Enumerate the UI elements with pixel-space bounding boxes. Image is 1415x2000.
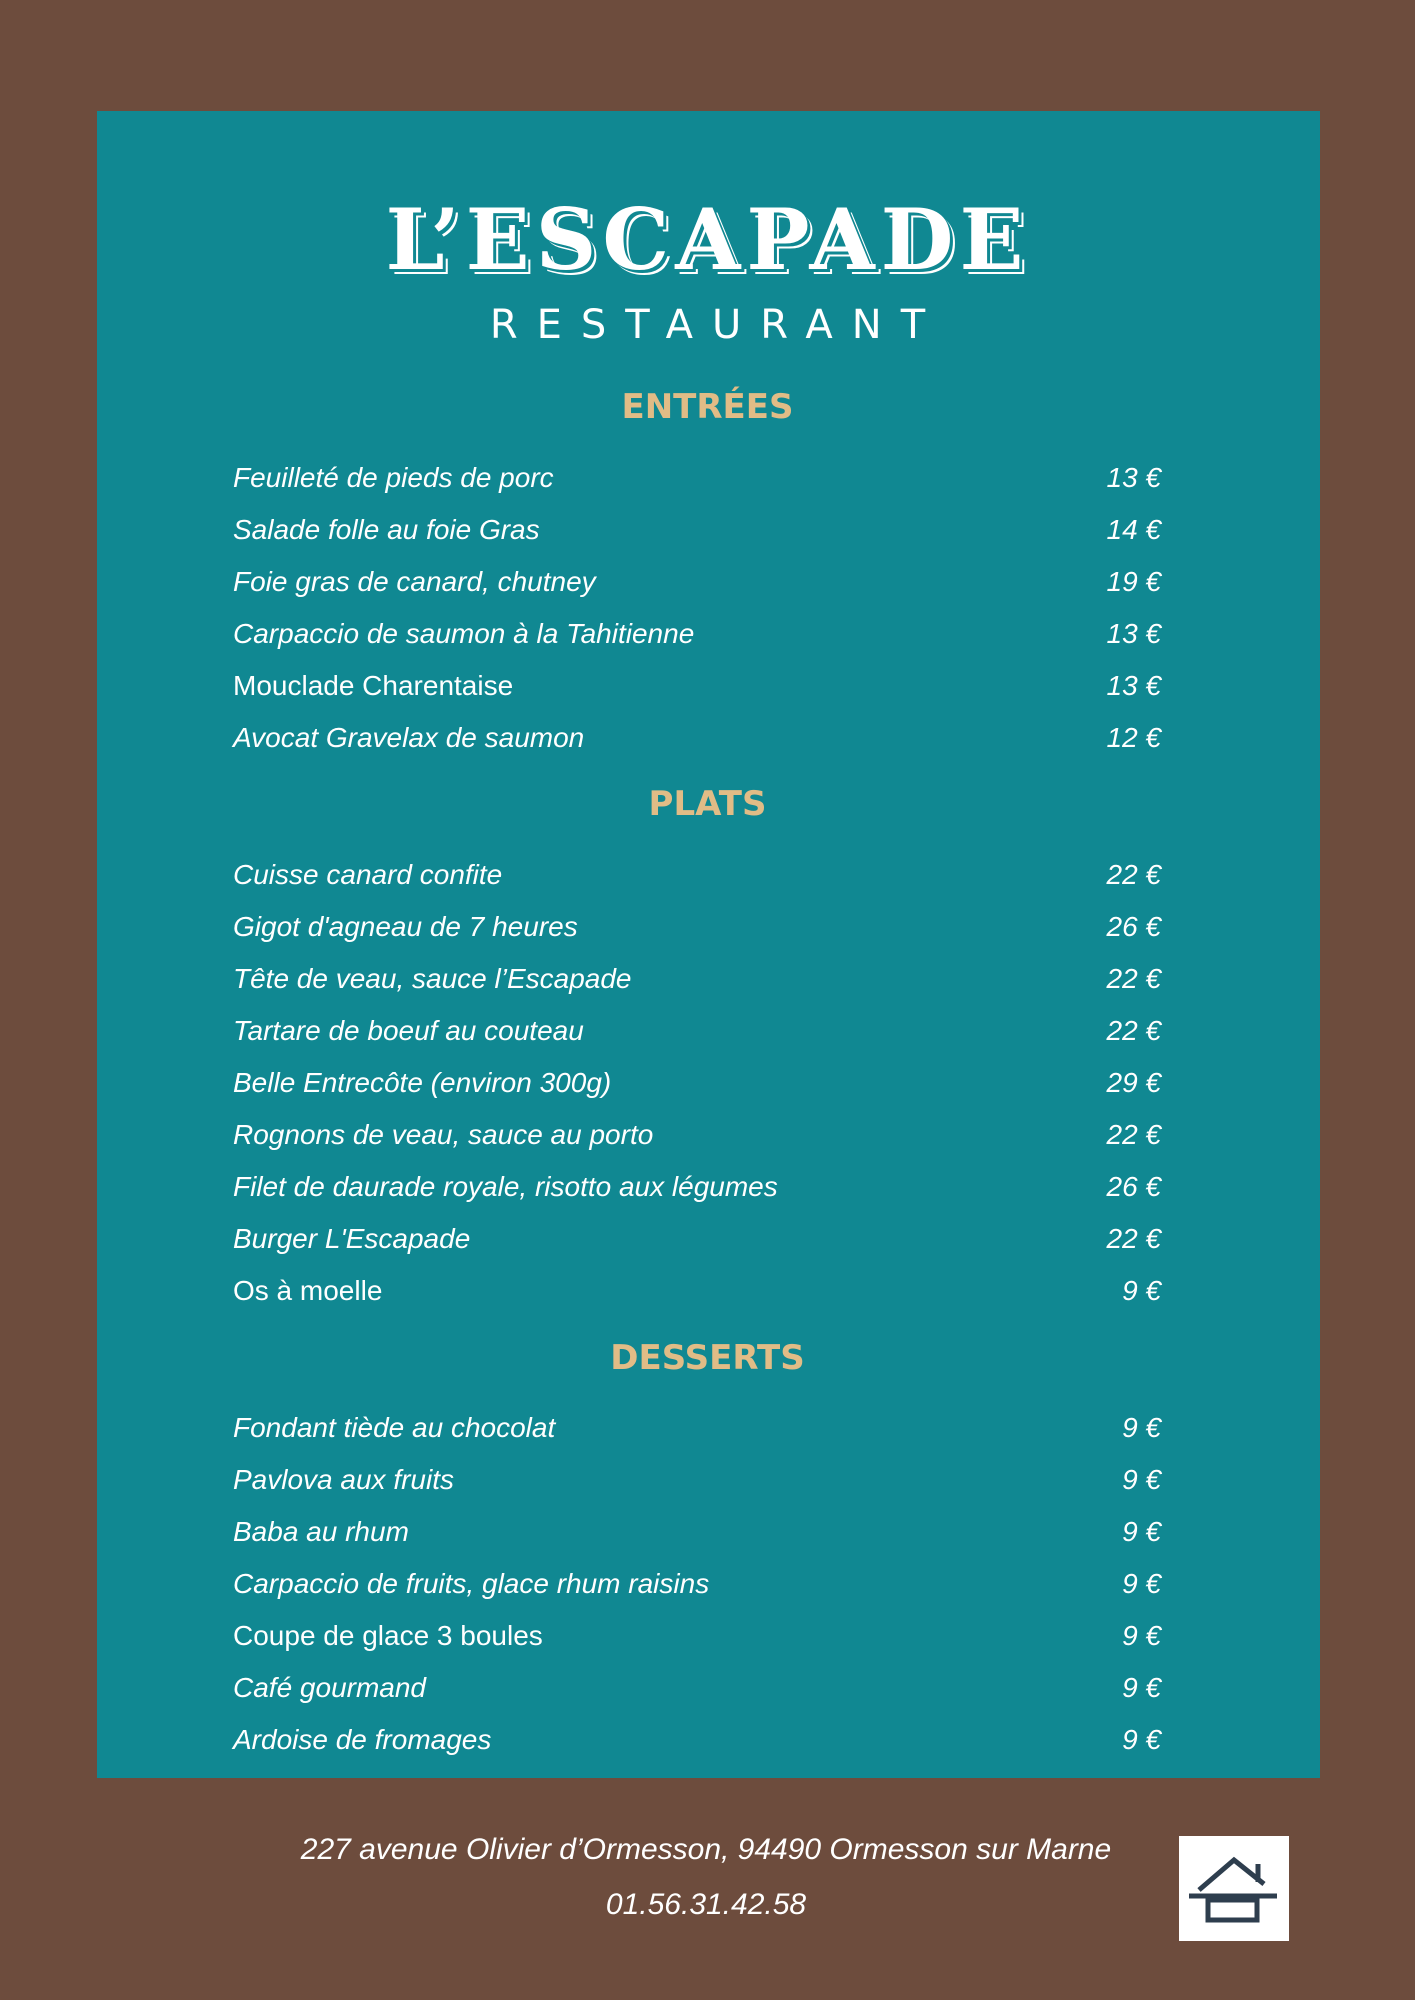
item-price: 13 € bbox=[1106, 670, 1161, 701]
section-title-desserts: DESSERTS bbox=[610, 1338, 805, 1378]
list-item bbox=[233, 953, 1161, 1005]
item-name: Rognons de veau, sauce au porto bbox=[233, 1119, 654, 1150]
item-price: 12 € bbox=[1106, 722, 1161, 753]
item-name: Feuilleté de pieds de porc bbox=[233, 462, 554, 493]
section-title-plats: PLATS bbox=[648, 784, 767, 824]
item-price: 13 € bbox=[1106, 618, 1161, 649]
list-item bbox=[233, 1454, 1161, 1506]
list-item bbox=[233, 1109, 1161, 1161]
list-item bbox=[233, 1057, 1161, 1109]
item-price: 26 € bbox=[1106, 1171, 1161, 1202]
item-name: Filet de daurade royale, risotto aux légumes bbox=[233, 1171, 778, 1202]
item-name: Foie gras de canard, chutney bbox=[233, 566, 596, 597]
section-title-entrees: ENTRÉES bbox=[621, 387, 794, 427]
list-item bbox=[233, 660, 1161, 712]
entrees-list bbox=[233, 452, 1161, 764]
item-name: Fondant tiède au chocolat bbox=[233, 1412, 556, 1443]
list-item bbox=[233, 901, 1161, 953]
item-name: Avocat Gravelax de saumon bbox=[233, 722, 585, 753]
list-item bbox=[233, 556, 1161, 608]
list-item bbox=[233, 849, 1161, 901]
footer-address: 227 avenue Olivier d’Ormesson, 94490 Ormesson sur Marne bbox=[300, 1833, 1112, 1866]
item-price: 9 € bbox=[1122, 1620, 1161, 1651]
item-price: 9 € bbox=[1122, 1275, 1161, 1306]
item-name: Salade folle au foie Gras bbox=[233, 514, 540, 545]
list-item bbox=[233, 1213, 1161, 1265]
list-item bbox=[233, 1161, 1161, 1213]
item-price: 19 € bbox=[1106, 566, 1161, 597]
item-name: Os à moelle bbox=[233, 1275, 383, 1306]
item-price: 22 € bbox=[1106, 963, 1161, 994]
list-item bbox=[233, 1662, 1161, 1714]
item-name: Baba au rhum bbox=[233, 1516, 409, 1547]
item-price: 26 € bbox=[1106, 911, 1161, 942]
restaurant-logo bbox=[1179, 1836, 1289, 1941]
item-price: 22 € bbox=[1106, 1119, 1161, 1150]
item-name: Pavlova aux fruits bbox=[233, 1464, 454, 1495]
item-price: 9 € bbox=[1122, 1464, 1161, 1495]
item-price: 29 € bbox=[1106, 1067, 1161, 1098]
item-price: 13 € bbox=[1106, 462, 1161, 493]
item-price: 9 € bbox=[1122, 1412, 1161, 1443]
list-item bbox=[233, 1558, 1161, 1610]
item-name: Carpaccio de saumon à la Tahitienne bbox=[233, 618, 695, 649]
list-item bbox=[233, 1005, 1161, 1057]
item-name: Tête de veau, sauce l’Escapade bbox=[233, 963, 632, 994]
item-price: 9 € bbox=[1122, 1672, 1161, 1703]
desserts-list bbox=[233, 1402, 1161, 1766]
item-price: 22 € bbox=[1106, 859, 1161, 890]
list-item bbox=[233, 1402, 1161, 1454]
list-item bbox=[233, 712, 1161, 764]
list-item bbox=[233, 1610, 1161, 1662]
restaurant-subtitle: RESTAURANT bbox=[489, 302, 945, 348]
item-name: Mouclade Charentaise bbox=[233, 670, 514, 701]
item-name: Tartare de boeuf au couteau bbox=[233, 1015, 584, 1046]
list-item bbox=[233, 1506, 1161, 1558]
list-item bbox=[233, 1265, 1161, 1317]
list-item bbox=[233, 1714, 1161, 1766]
plats-list bbox=[233, 849, 1161, 1317]
item-name: Coupe de glace 3 boules bbox=[233, 1620, 543, 1651]
item-name: Gigot d'agneau de 7 heures bbox=[233, 911, 578, 942]
item-name: Carpaccio de fruits, glace rhum raisins bbox=[233, 1568, 710, 1599]
item-name: Ardoise de fromages bbox=[233, 1724, 492, 1755]
item-name: Café gourmand bbox=[233, 1672, 427, 1703]
item-price: 14 € bbox=[1106, 514, 1161, 545]
house-icon bbox=[1179, 1836, 1289, 1941]
item-price: 9 € bbox=[1122, 1516, 1161, 1547]
list-item bbox=[233, 452, 1161, 504]
item-price: 22 € bbox=[1106, 1223, 1161, 1254]
item-name: Cuisse canard confite bbox=[233, 859, 503, 890]
list-item bbox=[233, 608, 1161, 660]
footer-phone: 01.56.31.42.58 bbox=[605, 1888, 807, 1921]
item-price: 9 € bbox=[1122, 1568, 1161, 1599]
item-name: Burger L'Escapade bbox=[233, 1223, 471, 1254]
item-price: 22 € bbox=[1106, 1015, 1161, 1046]
restaurant-name: L’ESCAPADE bbox=[385, 190, 1030, 289]
item-price: 9 € bbox=[1122, 1724, 1161, 1755]
item-name: Belle Entrecôte (environ 300g) bbox=[233, 1067, 612, 1098]
list-item bbox=[233, 504, 1161, 556]
